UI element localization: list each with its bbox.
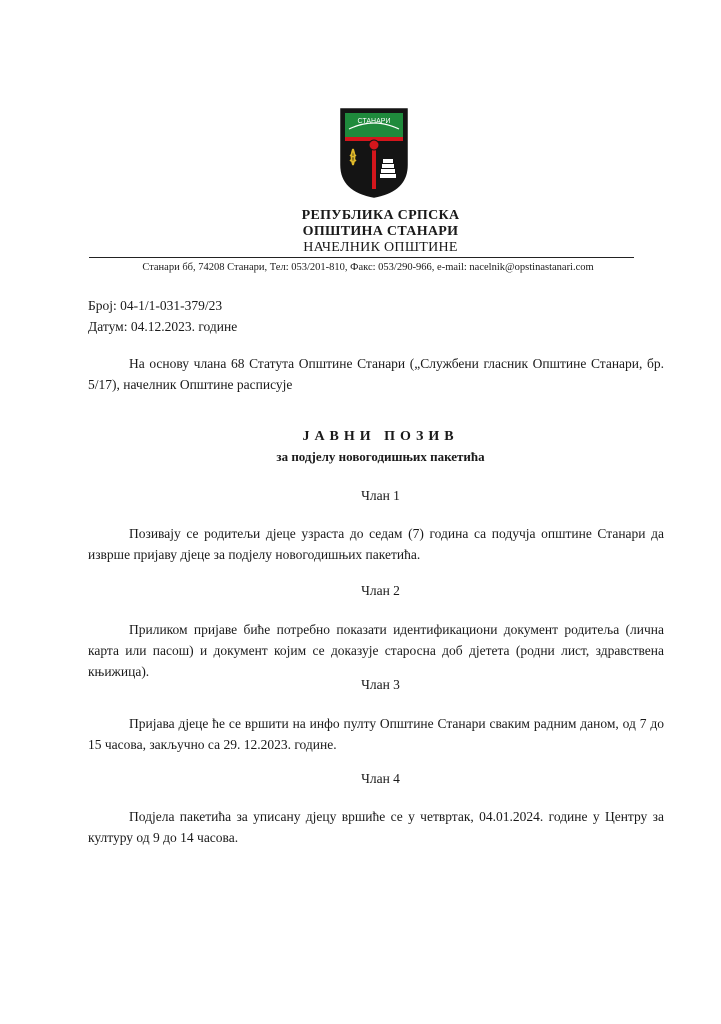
article-3-paragraph <box>88 713 664 755</box>
article-4-text: Подјела пакетића за уписану дјецу вршиће се у четвртак, 04.01.2024. године у Центру за културу од 9 до 14 часова. <box>88 809 664 845</box>
document-number: Број: 04-1/1-031-379/23 <box>88 298 223 313</box>
article-2-paragraph <box>88 619 664 682</box>
header-divider <box>89 257 634 258</box>
article-3-text: Пријава дјеце ће се вршити на инфо пулту Општине Станари сваким радним даном, од 7 до 15 часова, закључно са 29. 12.2023. године. <box>88 716 664 752</box>
article-2-text: Приликом пријаве биће потребно показати идентификациони документ родитеља (лична карта или пасош) и документ којим се доказује старосна доб дјетета (родни лист, здравствена књижица). <box>88 622 664 679</box>
article-1-heading: Члан 1 <box>361 488 400 503</box>
article-4-heading: Члан 4 <box>361 771 400 786</box>
article-1-paragraph <box>88 523 664 565</box>
article-1-text: Позивају се родитељи дјеце узраста до седам (7) година са подучја општине Станари да изврше пријаву дјеце за подјелу новогодишњих пакетића. <box>88 526 664 562</box>
header-contact-info: Станари бб, 74208 Станари, Тел: 053/201-810, Факс: 053/290-966, e-mail: nacelnik@opstinastanari.com <box>142 262 594 273</box>
intro-paragraph <box>88 353 664 395</box>
document-date: Датум: 04.12.2023. године <box>88 319 238 334</box>
document-subtitle: за подјелу новогодишњих пакетића <box>276 449 485 464</box>
header-office: НАЧЕЛНИК ОПШТИНЕ <box>303 240 458 255</box>
intro-text: На основу члана 68 Статута Општине Станари („Службени гласник Општине Станари, бр. 5/17), начелник Општине расписује <box>88 356 664 392</box>
municipality-crest-logo <box>339 107 409 199</box>
crest-inscription: СТАНАРИ <box>357 118 391 125</box>
article-2-heading: Члан 2 <box>361 583 400 598</box>
document-title: ЈАВНИ ПОЗИВ <box>302 429 459 444</box>
header-municipality: ОПШТИНА СТАНАРИ <box>302 224 459 239</box>
header-republic: РЕПУБЛИКА СРПСКА <box>301 208 460 223</box>
article-3-heading: Члан 3 <box>361 677 400 692</box>
article-4-paragraph <box>88 806 664 848</box>
